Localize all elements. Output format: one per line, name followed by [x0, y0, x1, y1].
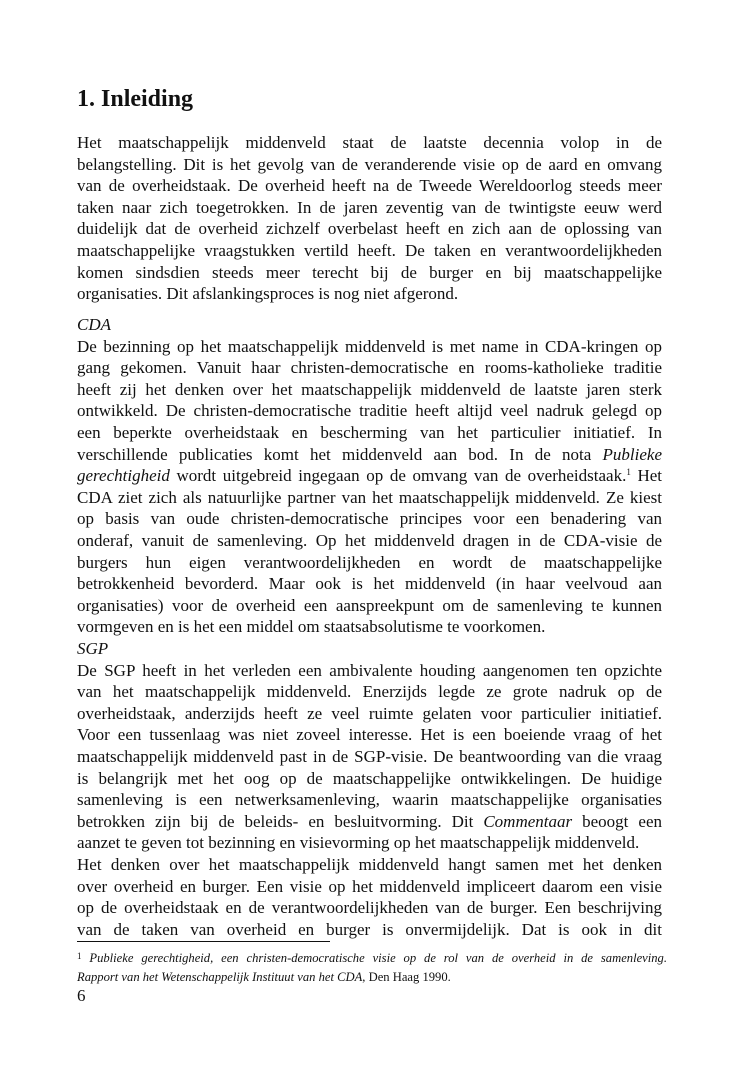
footnote-divider — [77, 941, 330, 942]
text-span: op de overheidstaak en de verantwoordelijkheden van de burger. Een beschrijving — [77, 898, 662, 918]
text-span: organisaties. Dit afslankingsproces is nog niet afgerond. — [77, 284, 459, 304]
text-line — [77, 400, 662, 422]
text-span: Voor een tussenlaag was niet zoveel interesse. Het is een boeiende vraag of het — [77, 725, 662, 745]
text-span: Het — [630, 466, 662, 486]
footnote — [77, 949, 667, 987]
text-line — [77, 919, 662, 941]
text-line — [77, 422, 662, 444]
text-span: burgers hun eigen verantwoordelijkheden en wordt de maatschappelijke — [77, 552, 662, 572]
italic-text: Publieke — [602, 444, 662, 464]
text-line — [77, 218, 662, 240]
text-span: duidelijk dat de overheid zichzelf overbelast heeft en zich aan de oplossing van — [77, 219, 662, 239]
text-line — [77, 508, 662, 530]
text-span: wordt uitgebreid ingegaan op de omvang van de overheidstaak. — [169, 466, 627, 486]
text-line — [77, 616, 662, 638]
text-span: betrokkenheid bevorderd. Maar ook is het middenveld (in haar veelvoud aan — [77, 574, 662, 594]
sgp-paragraph — [77, 660, 662, 941]
text-span: organisaties) voor de overheid een aanspreekpunt om de samenleving te kunnen — [77, 595, 662, 615]
text-span: van de taken van overheid en burger is onvermijdelijk. Dat is ook in dit — [77, 919, 662, 939]
text-span: De bezinning op het maatschappelijk middenveld is met name in CDA-kringen op — [77, 336, 662, 356]
text-line — [77, 832, 662, 854]
text-span: belangstelling. Dit is het gevolg van de veranderende visie op de aard en omvang — [77, 154, 662, 174]
text-span: verschillende publicaties komt het middenveld aan bod. In de nota — [77, 444, 603, 464]
italic-text: gerechtigheid — [77, 466, 170, 486]
text-span: overheidstaak, anderzijds heeft ze veel ruimte gelaten voor particulier initiatief. — [77, 703, 662, 723]
intro-paragraph — [77, 132, 662, 305]
text-line — [77, 530, 662, 552]
text-line — [77, 240, 662, 262]
sgp-subheading: SGP — [77, 639, 109, 658]
footnote-source-rest: , Den Haag 1990. — [362, 970, 451, 984]
cda-paragraph — [77, 336, 662, 638]
text-span: onderaf, vanuit de samenleving. Op het middenveld dragen in de CDA-visie de — [77, 530, 662, 550]
text-span: taken naar zich toegetrokken. In de jaren zeventig van de twintigste eeuw werd — [77, 197, 662, 217]
text-line — [77, 789, 662, 811]
text-line — [77, 703, 662, 725]
footnote-number: 1 — [77, 951, 82, 961]
text-span: komen sindsdien steeds meer terecht bij de burger en bij maatschappelijke — [77, 262, 662, 282]
text-line — [77, 465, 662, 487]
footnote-line-1: Publieke gerechtigheid, een christen-democratische visie op de rol van de overheid in de samenleving. — [89, 951, 667, 965]
text-span: Het maatschappelijk middenveld staat de laatste decennia volop in de — [77, 133, 662, 152]
text-line — [77, 681, 662, 703]
text-span: van de overheidstaak. De overheid heeft na de Tweede Wereldoorlog steeds meer — [77, 176, 662, 196]
text-span: een beperkte overheidstaak en bescherming van het particulier initiatief. In — [77, 422, 662, 442]
text-span: betrokken zijn bij de beleids- en besluitvorming. Dit — [77, 811, 484, 831]
text-span: De SGP heeft in het verleden een ambivalente houding aangenomen ten opzichte — [77, 660, 662, 680]
text-span: is belangrijk met het oog op de maatschappelijke ontwikkelingen. De huidige — [77, 768, 662, 788]
text-line — [77, 379, 662, 401]
text-span: beoogt een — [572, 811, 663, 831]
text-span: ontwikkeld. De christen-democratische traditie heeft altijd veel nadruk gelegd op — [77, 401, 662, 421]
text-span: gang gekomen. Vanuit haar christen-democratische en rooms-katholieke traditie — [77, 358, 662, 378]
text-span: maatschappelijk middenveld past in de SGP-visie. De beantwoording van die vraag — [77, 746, 662, 766]
italic-text: Commentaar — [483, 811, 573, 831]
page-number: 6 — [77, 986, 86, 1005]
cda-subheading: CDA — [77, 315, 111, 334]
text-span: van het maatschappelijk middenveld. Enerzijds legde ze grote nadruk op de — [77, 682, 662, 702]
text-line — [77, 444, 662, 466]
text-span: over overheid en burger. Een visie op het middenveld impliceert daarom een visie — [77, 876, 662, 896]
text-line — [77, 854, 662, 876]
text-span: samenleving is een netwerksamenleving, waarin maatschappelijke organisaties — [77, 790, 662, 810]
chapter-heading: 1. Inleiding — [77, 86, 194, 112]
text-line — [77, 552, 662, 574]
text-span: CDA ziet zich als natuurlijke partner van het maatschappelijk middenveld. Ze kiest — [77, 487, 662, 507]
text-line — [77, 487, 662, 509]
text-span: Het denken over het maatschappelijk middenveld hangt samen met het denken — [77, 854, 662, 874]
text-line — [77, 357, 662, 379]
text-line — [77, 724, 662, 746]
sgp-section — [77, 638, 662, 940]
text-line — [77, 660, 662, 682]
text-line — [77, 746, 662, 768]
text-line — [77, 573, 662, 595]
text-span: op basis van oude christen-democratische principes voor een benadering van — [77, 509, 662, 529]
footnote-source: Rapport van het Wetenschappelijk Instituut van het CDA — [77, 970, 363, 984]
cda-section — [77, 314, 662, 638]
text-line — [77, 197, 662, 219]
text-line — [77, 283, 662, 305]
text-line — [77, 154, 662, 176]
footnote-reference: 1 — [626, 467, 631, 478]
text-line — [77, 768, 662, 790]
text-span: heeft zij het denken over het maatschappelijk middenveld de laatste jaren sterk — [77, 379, 662, 399]
text-span: vormgeven en is het een middel om staatsabsolutisme te voorkomen. — [77, 617, 546, 637]
text-line — [77, 595, 662, 617]
text-line — [77, 132, 662, 154]
text-line — [77, 262, 662, 284]
text-line — [77, 897, 662, 919]
text-line — [77, 876, 662, 898]
text-line — [77, 336, 662, 358]
text-line — [77, 811, 662, 833]
text-span: aanzet te geven tot bezinning en visievorming op het maatschappelijk middenveld. — [77, 833, 640, 853]
text-span: maatschappelijke vraagstukken vertild heeft. De taken en verantwoordelijkheden — [77, 240, 662, 260]
text-line — [77, 175, 662, 197]
